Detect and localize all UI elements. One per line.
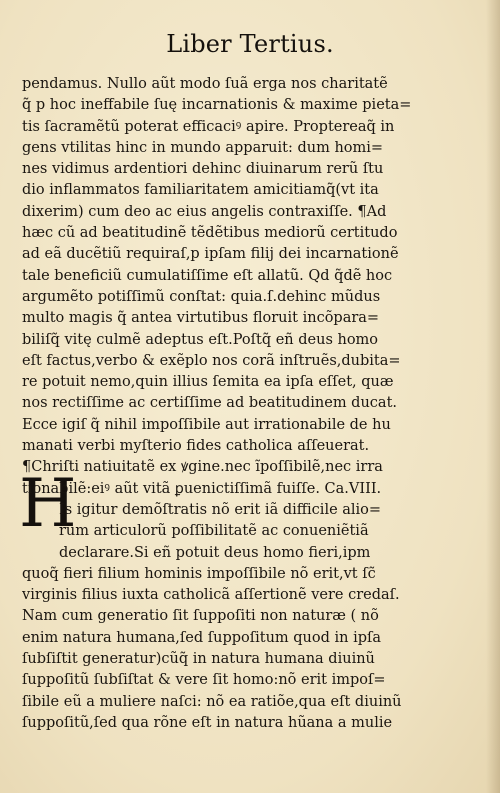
text-line: ſuppoſitũ ſubſiſtat & vere ſit homo:nõ erit impoſ= [22,672,386,689]
text-line: biliſq̃ vitę culmẽ adeptus eſt.Poſtq̃ eñ deus homo [22,331,379,348]
text-line: dio inflammatos familiaritatem amicitiamq̃(vt ita [22,182,379,199]
text-line: re potuit nemo,quin illius ſemita ea ipſa eſſet, quæ [22,374,394,391]
drop-initial: H [19,473,77,537]
text-line: ad eã ducẽtiũ requiraſ,p ipſam filij dei incarnationẽ [22,246,399,263]
text-block [22,74,442,734]
chapter-heading-line: tionabilẽ:eiꝰ aũt vitã ꝑuenictiſſimã fuiſſe. Ca.VIII. [22,480,382,497]
text-line: manati verbi myſterio fides catholica aſſeuerat. [22,438,370,455]
text-line: virginis filius iuxta catholicã aſſertionẽ vere credaſ. [22,587,400,604]
text-line: quoq̃ fieri filium hominis impoſſibile nõ erit,vt ſc̃ [22,565,376,582]
text-line: argumẽto potiſſimũ conſtat: quia.ſ.dehinc mũdus [22,288,381,305]
text-line: eſt factus,verbo & exẽplo nos corã inſtruẽs,dubita= [22,352,401,369]
text-line: ſuppoſitũ,ſed qua rõne eſt in natura hũana a mulie [22,714,393,731]
text-line: rum articulorũ poſſibilitatẽ ac conueniẽtiã [59,523,369,540]
text-line: pendamus. Nullo aũt modo ſuã erga nos charitatẽ [22,76,388,92]
text-line: declarare.Si eñ potuit deus homo fieri,ipm [59,544,371,561]
chapter-heading-line: ¶Chriſti natiuitatẽ ex ꝟgine.nec ĩpoſſibilẽ,nec irra [22,459,383,476]
text-line: multo magis q̃ antea virtutibus floruit incõpara= [22,310,380,327]
text-line: hæc cũ ad beatitudinẽ tẽdẽtibus mediorũ certitudo [22,225,398,242]
text-line: tale beneficiũ cumulatiſſime eſt allatũ. Qd q̃dẽ hoc [22,267,393,284]
text-line: Ecce igiſ q̃ nihil impoſſibile aut irrationabile de hu [22,416,391,433]
text-line: ſubſiſtit generatur)cũq̃ in natura humana diuinũ [22,651,375,668]
text-line: dixerim) cum deo ac eius angelis contraxiſſe. ¶Ad [22,203,387,220]
text-line: nes vidimus ardentiori dehinc diuinarum rerũ ſtu [22,161,384,178]
text-line: tis ſacramẽtũ poterat efficaciꝰ apire. Proptereaq̃ in [22,118,395,135]
text-line: nos rectiſſime ac certiſſime ad beatitudinem ducat. [22,395,398,412]
text-line: q̃ p hoc ineffabile ſuę incarnationis & maxime pieta= [22,97,412,114]
text-line: enim natura humana,ſed ſuppoſitum quod in ipſa [22,629,382,646]
text-line: Is igitur demõſtratis nõ erit iã difficile alio= [59,501,382,518]
text-line: ſibile eũ a muliere naſci: nõ ea ratiõe,qua eſt diuinũ [22,693,402,710]
text-line: Nam cum generatio ſit ſuppoſiti non naturæ ( nõ [22,608,379,625]
running-head: Liber Tertius. [166,30,334,58]
text-line: gens vtilitas hinc in mundo apparuit: dum homi= [22,139,384,156]
